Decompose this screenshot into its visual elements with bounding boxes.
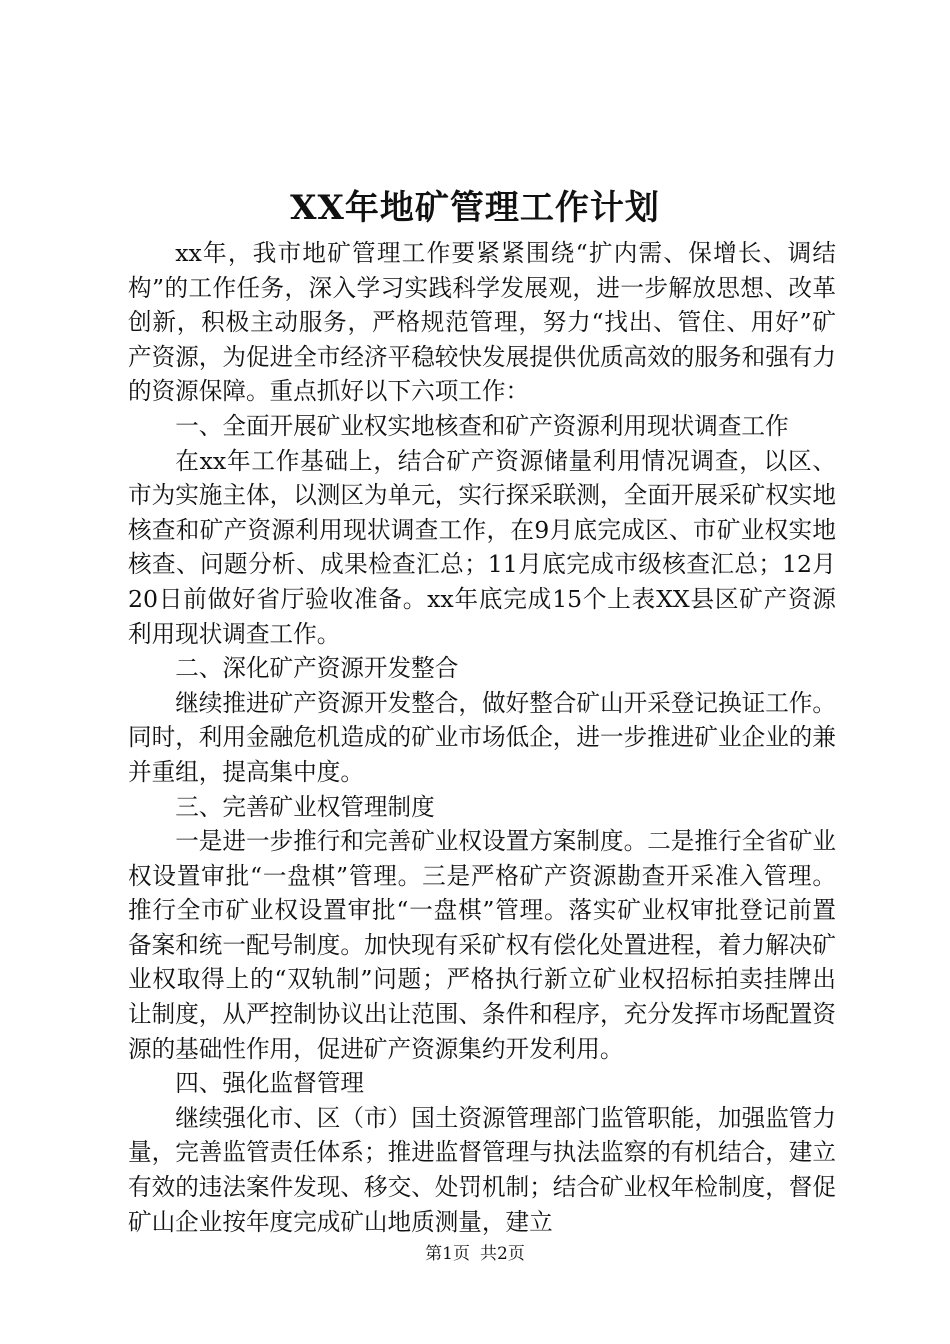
document-body (128, 236, 836, 1239)
section-2-paragraph: 继续推进矿产资源开发整合，做好整合矿山开采登记换证工作。同时，利用金融危机造成的矿业市场低企，进一步推进矿业企业的兼并重组，提高集中度。 (128, 688, 836, 786)
page-total: 共2页 (480, 1244, 525, 1264)
page-footer (0, 1242, 950, 1266)
section-3-paragraph: 一是进一步推行和完善矿业权设置方案制度。二是推行全省矿业权设置审批“一盘棋”管理。三是严格矿产资源勘查开采准入管理。推行全市矿业权设置审批“一盘棋”管理。落实矿业权审批登记前置备案和统一配号制度。加快现有采矿权有偿化处置进程，着力解决矿业权取得上的“双轨制”问题；严格执行新立矿业权招标拍卖挂牌出让制度，从严控制协议出让范围、条件和程序，充分发挥市场配置资源的基础性作用，促进矿产资源集约开发利用。 (128, 827, 836, 1063)
section-heading-1: 一、全面开展矿业权实地核查和矿产资源利用现状调查工作 (175, 411, 789, 440)
intro-paragraph: xx年，我市地矿管理工作要紧紧围绕“扩内需、保增长、调结构”的工作任务，深入学习实践科学发展观，进一步解放思想、改革创新，积极主动服务，严格规范管理，努力“找出、管住、用好”矿产资源，为促进全市经济平稳较快发展提供优质高效的服务和强有力的资源保障。重点抓好以下六项工作： (128, 239, 836, 406)
section-heading-2: 二、深化矿产资源开发整合 (175, 654, 459, 683)
page-number: 第1页 (425, 1244, 470, 1264)
section-1-paragraph: 在xx年工作基础上，结合矿产资源储量利用情况调查，以区、市为实施主体，以测区为单元，实行探采联测，全面开展采矿权实地核查和矿产资源利用现状调查工作，在9月底完成区、市矿业权实地核查、问题分析、成果检查汇总；11月底完成市级核查汇总；12月20日前做好省厅验收准备。xx年底完成15个上表XX县区矿产资源利用现状调查工作。 (128, 446, 836, 648)
section-heading-3: 三、完善矿业权管理制度 (175, 792, 435, 821)
section-4-paragraph: 继续强化市、区（市）国土资源管理部门监管职能，加强监管力量，完善监管责任体系；推进监督管理与执法监察的有机结合，建立有效的违法案件发现、移交、处罚机制；结合矿业权年检制度，督促矿山企业按年度完成矿山地质测量，建立 (128, 1103, 836, 1236)
document-title: XX年地矿管理工作计划 (290, 188, 660, 228)
section-heading-4: 四、强化监督管理 (175, 1069, 364, 1098)
